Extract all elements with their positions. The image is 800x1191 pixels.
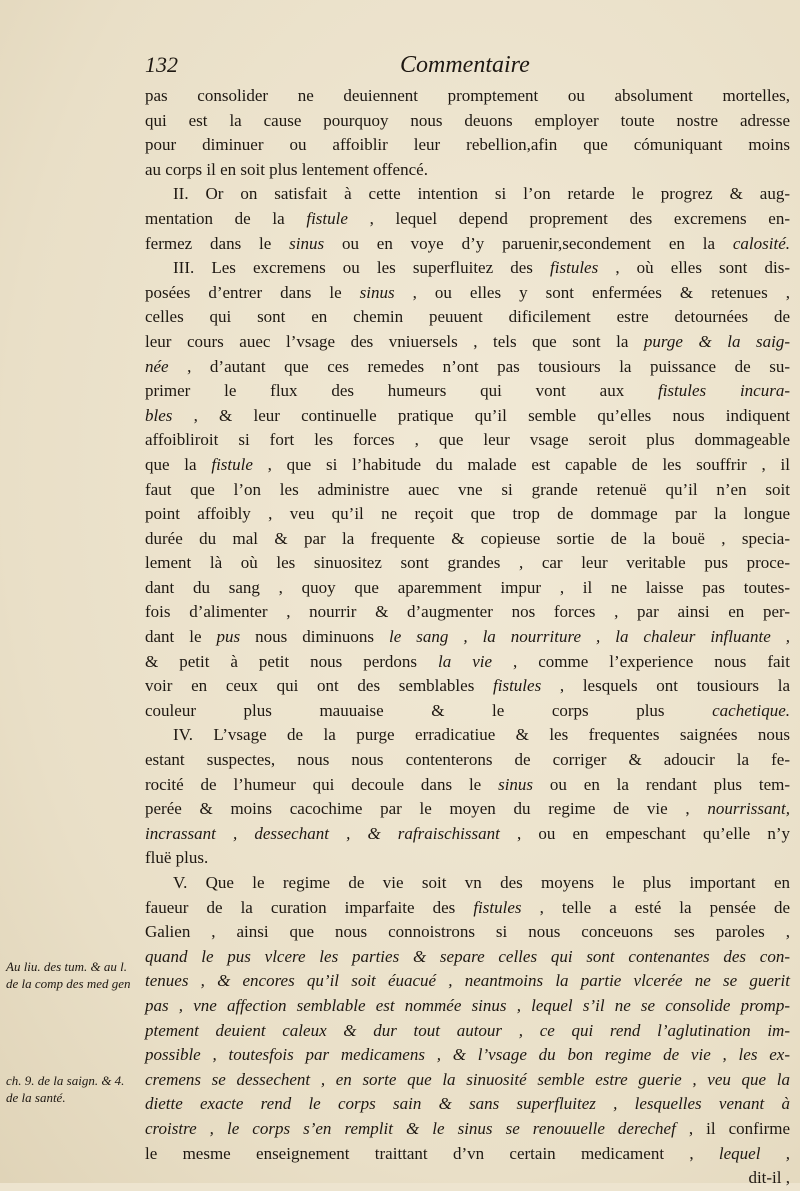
italic-segment: fistule [306, 208, 348, 228]
text-line [145, 453, 790, 478]
running-title: Commentaire [400, 52, 530, 78]
italic-segment: fistule [211, 454, 253, 474]
italic-segment: calosité. [732, 233, 790, 253]
text-segment: pour diminuer ou affoiblir leur rebellion,afin que cómuniquant moins [145, 135, 790, 155]
text-segment: , que si l’habitude du malade est capable de les souffrir , il [252, 454, 790, 474]
text-line [145, 1068, 790, 1093]
text-line [145, 305, 790, 330]
text-line [145, 1117, 790, 1142]
text-line [145, 1092, 790, 1117]
text-segment: , il confirme [675, 1118, 790, 1138]
text-segment: dant du sang , quoy que aparemment impur , il ne laisse pas toutes- [145, 577, 790, 597]
italic-segment: fistules [473, 897, 522, 917]
text-segment: & petit à petit nous perdons [145, 651, 439, 671]
text-segment: V. Que le regime de vie soit vn des moyens le plus important en [173, 873, 790, 892]
text-line [145, 207, 790, 232]
italic-segment: nourrissant, [707, 799, 790, 819]
text-segment: ou en voye d’y paruenir,secondement en la [324, 233, 733, 253]
italic-segment: lequel , [718, 1143, 790, 1163]
margin-note: ch. 9. de la saign. & 4. de la santé. [6, 1073, 125, 1105]
text-segment: , telle a esté la pensée de [521, 897, 790, 917]
text-line [145, 133, 790, 158]
text-segment: , lesquels ont tousiours la [541, 676, 790, 696]
text-line [145, 404, 790, 429]
text-segment: ou en la rendant plus tem- [533, 774, 790, 794]
text-segment: perée & moins cacochime par le moyen du regime de vie , [145, 799, 708, 819]
text-line [145, 551, 790, 576]
italic-segment: sinus [498, 774, 534, 794]
text-line [145, 625, 790, 650]
text-segment: , où elles sont dis- [598, 258, 790, 278]
margin-note-1-block [6, 958, 136, 992]
margin-note-2-block [6, 1072, 126, 1106]
italic-segment: sinus [289, 233, 325, 253]
text-segment: faueur de la curation imparfaite des [145, 897, 474, 917]
text-line [145, 182, 790, 207]
italic-segment: fistules incura- [657, 381, 790, 401]
italic-segment: sinus [359, 282, 395, 302]
text-segment: , d’autant que ces remedes n’ont pas tousiours la puissance de su- [168, 356, 790, 376]
text-segment: III. Les excremens ou les superfluitez des [173, 258, 551, 278]
italic-segment: née [145, 356, 169, 376]
text-line [145, 576, 790, 601]
italic-segment: cremens se dessechent , en sorte que la sinuosité semble estre guerie , veu que la [145, 1069, 790, 1089]
text-segment: fois d’alimenter , nourrir & d’augmenter nos forces , par ainsi en per- [145, 602, 790, 622]
text-segment: lement là où les sinuositez sont grandes , car leur veritable pus proce- [145, 553, 790, 573]
text-line [145, 773, 790, 798]
italic-segment: tenues , & encores qu’il soit éuacué , neantmoins la partie vlcerée ne se guerit [145, 971, 790, 991]
italic-segment: fistules [493, 676, 542, 696]
text-segment: IV. L’vsage de la purge erradicatiue & les frequentes saignées nous [173, 725, 790, 745]
text-line [145, 1166, 790, 1191]
text-line [145, 822, 790, 847]
italic-segment: bles [145, 405, 173, 425]
text-line [145, 600, 790, 625]
text-segment: fermez dans le [145, 233, 290, 253]
text-segment: point affoibly , veu qu’il ne reçoit que trop de dommage par la longue [145, 504, 790, 524]
text-segment: rocité de l’humeur qui decoule dans le [145, 774, 499, 794]
italic-segment: pas , vne affection semblable est nommée sinus , lequel s’il ne se consolide promp- [145, 995, 790, 1015]
italic-segment: incrassant , dessechant , & rafraischissant [145, 823, 500, 843]
text-segment: nous diminuons [240, 627, 389, 647]
text-line [145, 748, 790, 773]
italic-segment: la vie [438, 651, 493, 671]
text-segment: leur cours auec l’vsage des vniuersels , tels que sont la [145, 331, 644, 351]
text-segment: dit-il , [748, 1168, 790, 1188]
text-segment: que la [145, 454, 212, 474]
text-segment: celles qui sont en chemin peuuent dificilement estre detournées de [145, 307, 790, 327]
body-text [145, 84, 790, 1191]
italic-segment: quand le pus vlcere les parties & separe celles qui sont contenantes des con- [145, 946, 790, 966]
text-segment: mentation de la [145, 208, 307, 228]
text-line [145, 969, 790, 994]
text-line [145, 232, 790, 257]
text-line [145, 478, 790, 503]
text-line [145, 281, 790, 306]
page-header [145, 52, 785, 86]
text-segment: estant suspectes, nous nous contenterons de corriger & adoucir la fe- [145, 750, 790, 770]
text-line [145, 994, 790, 1019]
text-line [145, 871, 790, 896]
italic-segment: purge & la saig- [643, 331, 790, 351]
text-segment: , comme l’experience nous fait [492, 651, 790, 671]
text-segment: faut que l’on les administre auec vne si grande retenuë qu’il n’en soit [145, 479, 790, 499]
text-segment: posées d’entrer dans le [145, 282, 360, 302]
text-segment: durée du mal & par la frequente & copieuse sortie de la bouë , specia- [145, 528, 790, 548]
text-line [145, 945, 790, 970]
text-segment: couleur plus mauuaise & le corps plus [145, 700, 713, 720]
text-line [145, 920, 790, 945]
italic-segment: fistules [550, 258, 599, 278]
text-segment: , lequel depend proprement des excremens en- [347, 208, 790, 228]
text-line [145, 723, 790, 748]
italic-segment: croistre , le corps s’en remplit & le sinus se renouuelle derechef [145, 1118, 676, 1138]
text-line [145, 502, 790, 527]
text-segment: dant le [145, 627, 217, 647]
text-line [145, 674, 790, 699]
text-segment: le mesme enseignement traittant d’vn certain medicament , [145, 1143, 719, 1163]
italic-segment: pus [216, 627, 241, 647]
text-segment: fluë plus. [145, 848, 209, 868]
text-line [145, 797, 790, 822]
text-line [145, 896, 790, 921]
italic-segment: le sang , la nourriture , la chaleur influante , [389, 627, 791, 647]
text-line [145, 650, 790, 675]
text-segment: , ou elles y sont enfermées & retenues , [394, 282, 790, 302]
italic-segment: cachetique. [712, 700, 790, 720]
text-line [145, 109, 790, 134]
text-line [145, 428, 790, 453]
italic-segment: possible , toutesfois par medicamens , & l’vsage du bon regime de vie , les ex- [145, 1045, 790, 1065]
text-segment: , ou en empeschant qu’elle n’y [499, 823, 791, 843]
margin-note: Au liu. des tum. & au l. de la comp des med gen [6, 959, 131, 991]
text-segment: primer le flux des humeurs qui vont aux [145, 381, 658, 401]
text-line [145, 330, 790, 355]
text-segment: , & leur continuelle pratique qu’il semble qu’elles nous indiquent [172, 405, 790, 425]
text-segment: qui est la cause pourquoy nous deuons employer toute nostre adresse [145, 110, 790, 130]
text-segment: au corps il en soit plus lentement offencé. [145, 159, 428, 179]
text-line [145, 527, 790, 552]
text-line [145, 256, 790, 281]
page-number: 132 [145, 52, 178, 77]
text-segment: voir en ceux qui ont des semblables [145, 676, 494, 696]
text-line [145, 379, 790, 404]
text-line [145, 1142, 790, 1167]
text-line [145, 1019, 790, 1044]
text-segment: II. Or on satisfait à cette intention si l’on retarde le progrez & aug- [173, 184, 790, 204]
italic-segment: diette exacte rend le corps sain & sans superfluitez , lesquelles venant à [145, 1094, 790, 1114]
text-line [145, 1043, 790, 1068]
text-line [145, 846, 790, 871]
italic-segment: ptement deuient caleux & dur tout autour , ce qui rend l’aglutination im- [145, 1020, 790, 1040]
text-line [145, 355, 790, 380]
text-segment: pas consolider ne deuiennent promptement ou absolument mortelles, [145, 86, 790, 105]
text-line [145, 84, 790, 109]
text-segment: affoibliroit si fort les forces , que leur vsage seroit plus dommageable [145, 430, 790, 450]
text-line [145, 158, 790, 183]
text-segment: Galien , ainsi que nous connoistrons si nous conceuons ses paroles , [145, 922, 790, 942]
text-line [145, 699, 790, 724]
